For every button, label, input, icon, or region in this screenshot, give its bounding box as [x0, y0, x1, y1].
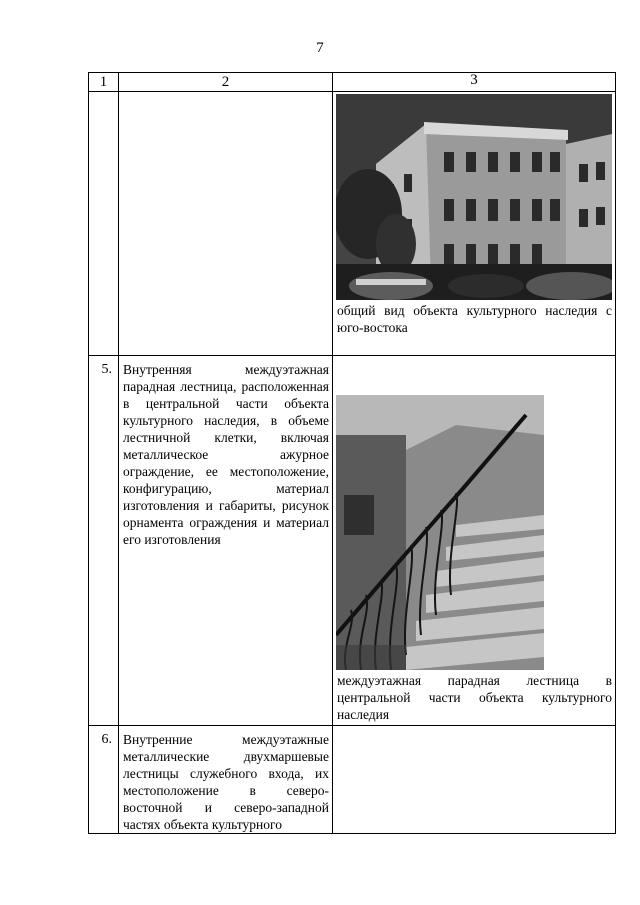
table-row [89, 356, 616, 726]
staircase-photo [336, 395, 544, 670]
table-header-row [89, 73, 616, 92]
row-description-cell [119, 92, 333, 356]
table-row [89, 726, 616, 834]
row-number: 6. [89, 726, 119, 834]
row-description-text: Внутренние междуэтажные металлические двухмаршевые лестницы служебного входа, их местоположение в северо-восточной и северо-западной частях объекта культурного [123, 732, 329, 832]
row-description-text: Внутренняя междуэтажная парадная лестница, расположенная в центральной части объекта культурного наследия, в объеме лестничной клетки, включая металлическое ажурное ограждение, ее местоположение, конфигурацию, материал изготовления и габариты, рисунок орнамента ограждения и материал его изготовления [123, 362, 329, 547]
row-photo-cell [333, 92, 616, 356]
row-description [119, 726, 333, 834]
row-photo-cell [333, 356, 616, 726]
header-col-2: 2 [119, 73, 333, 92]
page-number: 7 [316, 40, 324, 56]
header-col-3: 3 [333, 73, 616, 92]
header-col-1: 1 [89, 73, 119, 92]
row-number: 5. [89, 356, 119, 726]
staircase-photo-caption: междуэтажная парадная лестница в центральной части объекта культурного наследия [337, 673, 612, 722]
row-number-cell [89, 92, 119, 356]
row-photo-cell [333, 726, 616, 834]
heritage-table [88, 72, 616, 834]
row-description [119, 356, 333, 726]
table-row [89, 92, 616, 356]
facade-photo [336, 94, 612, 300]
facade-photo-caption: общий вид объекта культурного наследия с юго-востока [337, 303, 612, 335]
